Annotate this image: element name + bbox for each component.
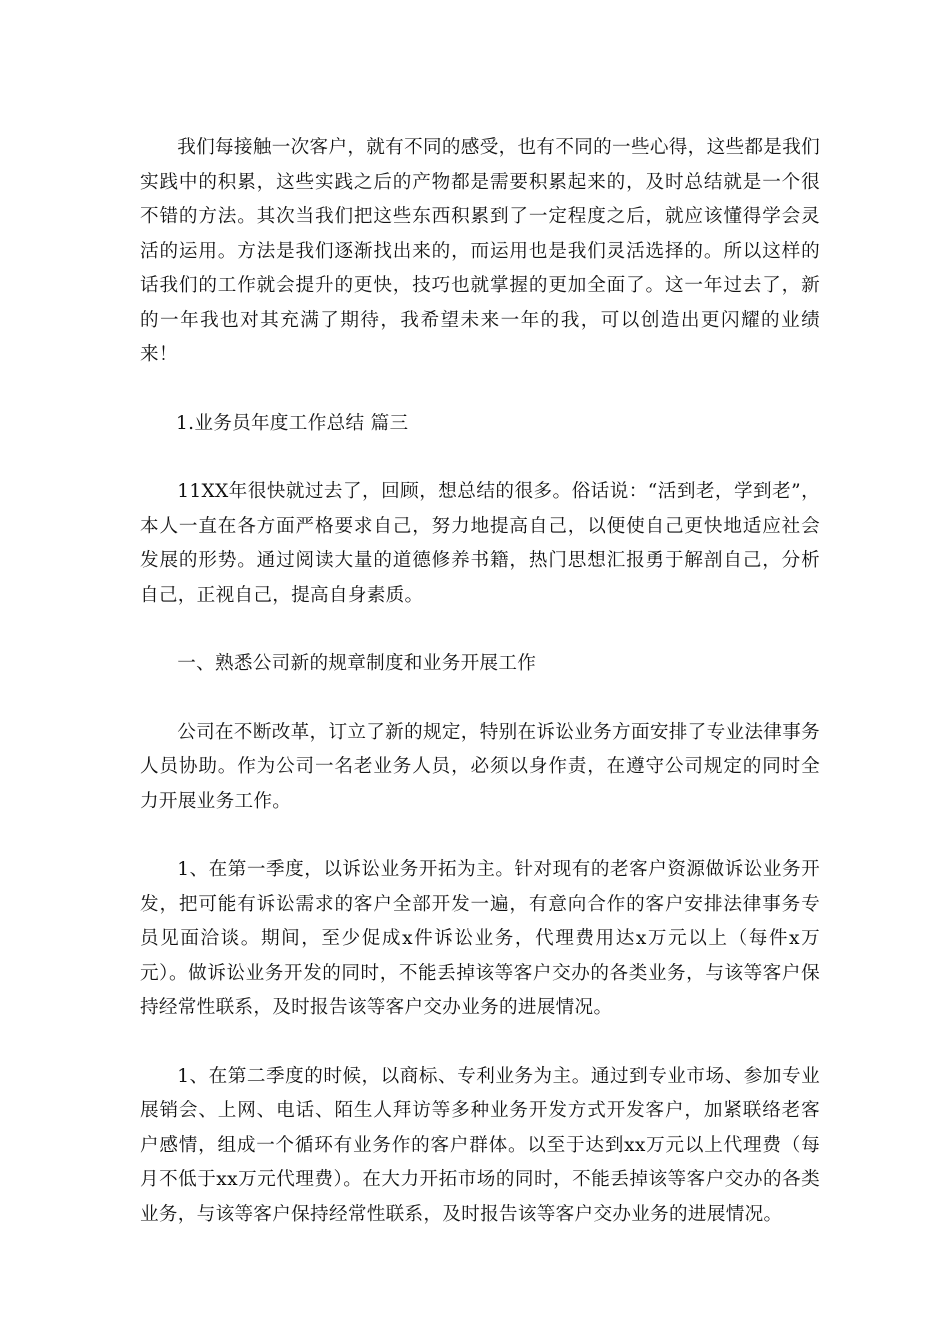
paragraph-gap	[140, 441, 820, 475]
document-page	[140, 131, 820, 1232]
paragraph-gap	[140, 819, 820, 853]
body-paragraph: 1、在第二季度的时候，以商标、专利业务为主。通过到专业市场、参加专业展销会、上网、电话、陌生人拜访等多种业务开发方式开发客户，加紧联络老客户感情，组成一个循环有业务作的客户群体。以至于达到xx万元以上代理费（每月不低于xx万元代理费）。在大力开拓市场的同时，不能丢掉该等客户交办的各类业务，与该等客户保持经常性联系，及时报告该等客户交办业务的进展情况。	[140, 1065, 820, 1225]
section-heading: 1.业务员年度工作总结 篇三	[176, 412, 409, 434]
subsection-heading: 一、熟悉公司新的规章制度和业务开展工作	[177, 653, 537, 674]
paragraph-gap	[140, 1026, 820, 1060]
paragraph-gap	[140, 373, 820, 407]
paragraph-gap	[140, 682, 820, 716]
body-paragraph: 1、在第一季度，以诉讼业务开拓为主。针对现有的老客户资源做诉讼业务开发，把可能有诉讼需求的客户全部开发一遍，有意向合作的客户安排法律事务专员见面洽谈。期间，至少促成x件诉讼业务，代理费用达x万元以上（每件x万元）。做诉讼业务开发的同时，不能丢掉该等客户交办的各类业务，与该等客户保持经常性联系，及时报告该等客户交办业务的进展情况。	[140, 859, 820, 1018]
body-paragraph: 公司在不断改革，订立了新的规定，特别在诉讼业务方面安排了专业法律事务人员协助。作为公司一名老业务人员，必须以身作责，在遵守公司规定的同时全力开展业务工作。	[140, 721, 820, 812]
body-paragraph: 我们每接触一次客户，就有不同的感受，也有不同的一些心得，这些都是我们实践中的积累，这些实践之后的产物都是需要积累起来的，及时总结就是一个很不错的方法。其次当我们把这些东西积累到了一定程度之后，就应该懂得学会灵活的运用。方法是我们逐渐找出来的，而运用也是我们灵活选择的。所以这样的话我们的工作就会提升的更快，技巧也就掌握的更加全面了。这一年过去了，新的一年我也对其充满了期待，我希望未来一年的我，可以创造出更闪耀的业绩来！	[140, 137, 820, 365]
body-paragraph: 11XX年很快就过去了，回顾，想总结的很多。俗话说：“活到老，学到老”，本人一直在各方面严格要求自己，努力地提高自己，以便使自己更快地适应社会发展的形势。通过阅读大量的道德修养书籍，热门思想汇报勇于解剖自己，分析自己，正视自己，提高自身素质。	[140, 481, 820, 606]
paragraph-gap	[140, 613, 820, 647]
